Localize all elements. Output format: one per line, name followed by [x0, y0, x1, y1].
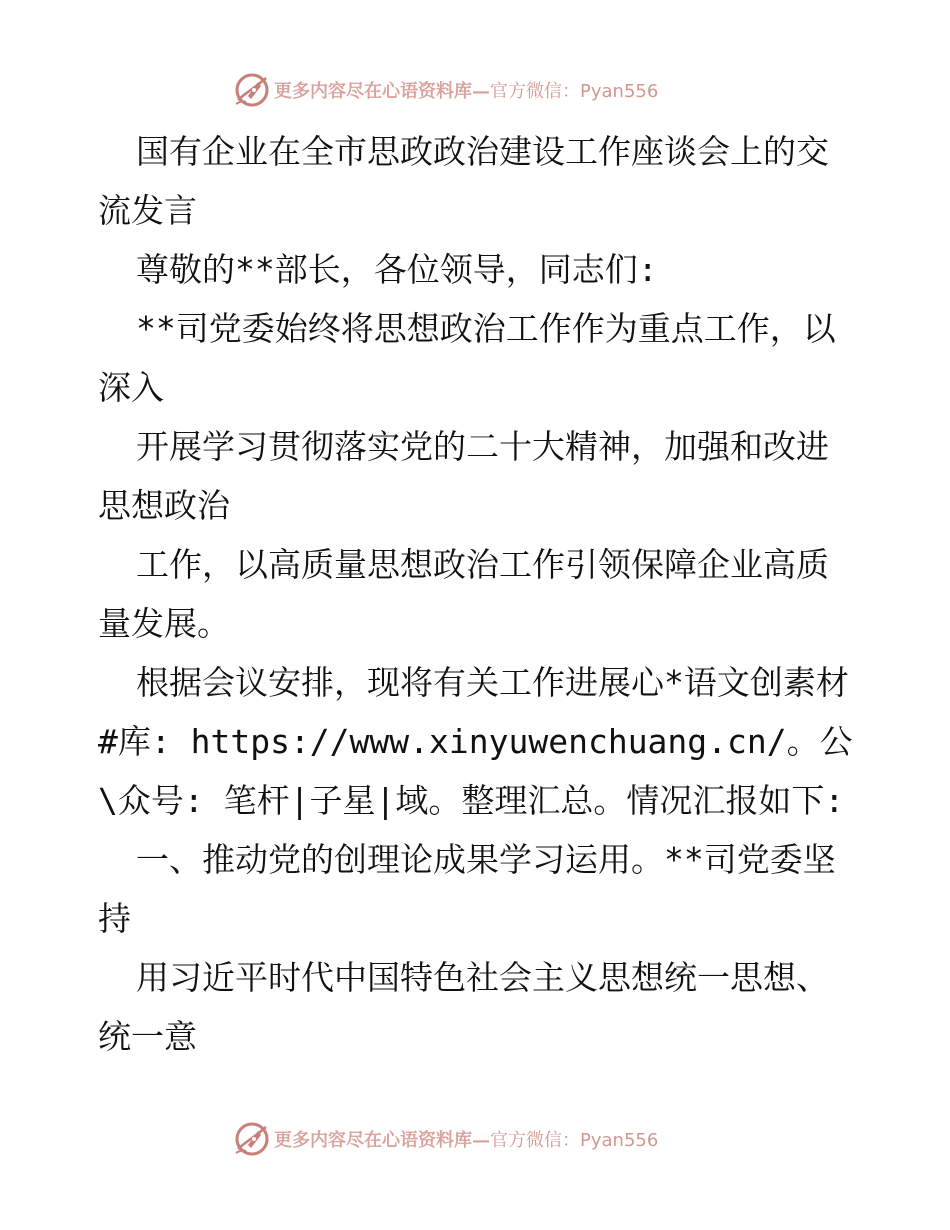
- salutation: 尊敬的**部长，各位领导，同志们:: [136, 250, 658, 289]
- watermark-dash: —: [472, 1130, 490, 1151]
- document-body: [98, 122, 858, 1066]
- watermark-brand: 更多内容尽在心语资料库: [274, 81, 472, 102]
- body-paragraph: 开展学习贯彻落实党的二十大精神，加强和改进思想政治: [98, 427, 829, 525]
- watermark-brand: 更多内容尽在心语资料库: [274, 1130, 472, 1151]
- watermark-text: [274, 77, 658, 103]
- body-paragraph: 用习近平时代中国特色社会主义思想统一思想、统一意: [98, 958, 829, 1056]
- body-paragraph: 根据会议安排，现将有关工作进展心*语文创素材#库: https://www.xinyuwenchuang.cn/。公\众号: 笔杆|子星|域。整理汇总。情况汇报如下:: [98, 663, 853, 820]
- body-paragraph: 工作，以高质量思想政治工作引领保障企业高质量发展。: [98, 545, 829, 643]
- watermark-wechat: 官方微信：Pyan556: [490, 81, 659, 102]
- header-watermark: [232, 70, 658, 110]
- document-title: 国有企业在全市思政政治建设工作座谈会上的交流发言: [98, 132, 829, 230]
- pen-nib-circle-icon: [232, 70, 272, 110]
- pen-nib-circle-icon: [232, 1119, 272, 1159]
- watermark-dash: —: [472, 81, 490, 102]
- section-heading-paragraph: 一、推动党的创理论成果学习运用。**司党委坚持: [98, 840, 836, 938]
- watermark-text: [274, 1126, 658, 1152]
- body-paragraph: **司党委始终将思想政治工作作为重点工作，以深入: [98, 309, 836, 407]
- watermark-wechat: 官方微信：Pyan556: [490, 1130, 659, 1151]
- footer-watermark: [232, 1119, 658, 1159]
